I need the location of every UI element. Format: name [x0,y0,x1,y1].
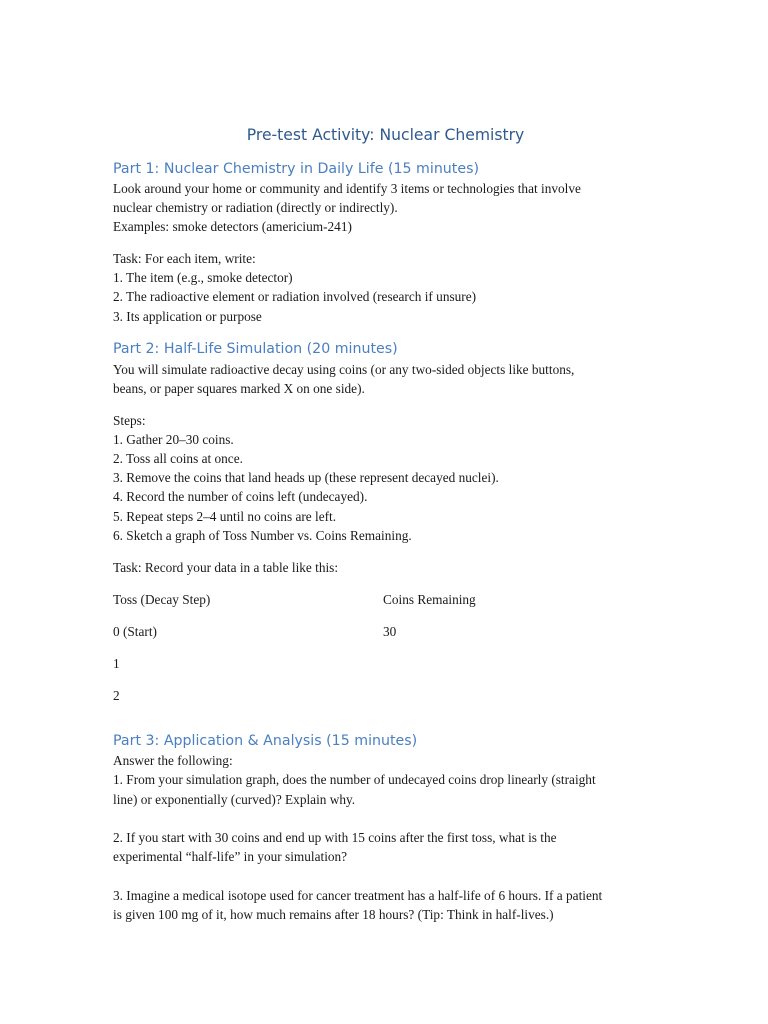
part3-q2-line-1: 2. If you start with 30 coins and end up with 15 coins after the first toss, what is the [113,830,557,845]
part1-intro-line-2: nuclear chemistry or radiation (directly or indirectly). [113,200,398,215]
part3-heading: Part 3: Application & Analysis (15 minutes) [113,733,418,749]
part2-step-2: 2. Toss all coins at once. [113,451,243,466]
part1-examples: Examples: smoke detectors (americium-241) [113,219,352,234]
part3-q1-line-1: 1. From your simulation graph, does the number of undecayed coins drop linearly (straight [113,772,596,787]
part2-intro-line-1: You will simulate radioactive decay using coins (or any two-sided objects like buttons, [113,362,575,377]
part1-task-item-2: 2. The radioactive element or radiation involved (research if unsure) [113,289,477,304]
part1-task-item-3: 3. Its application or purpose [113,309,262,324]
part2-table-task: Task: Record your data in a table like this: [113,560,339,575]
part2-step-4: 4. Record the number of coins left (undecayed). [113,489,368,504]
part1-heading: Part 1: Nuclear Chemistry in Daily Life (15 minutes) [113,161,480,177]
part3-q3-line-2: is given 100 mg of it, how much remains after 18 hours? (Tip: Think in half-lives.) [113,907,554,922]
part2-step-1: 1. Gather 20–30 coins. [113,432,234,447]
part2-heading: Part 2: Half-Life Simulation (20 minutes) [113,341,398,357]
part1-intro-line-1: Look around your home or community and identify 3 items or technologies that involve [113,181,581,196]
part2-step-6: 6. Sketch a graph of Toss Number vs. Coins Remaining. [113,528,412,543]
part3-intro: Answer the following: [113,753,233,768]
table-row-1-toss: 1 [113,656,120,671]
table-row-2-toss: 2 [113,688,120,703]
part2-steps-label: Steps: [113,413,146,428]
part3-q3-line-1: 3. Imagine a medical isotope used for cancer treatment has a half-life of 6 hours. If a patient [113,888,603,903]
part2-step-3: 3. Remove the coins that land heads up (these represent decayed nuclei). [113,470,499,485]
table-row-0-coins: 30 [383,624,397,639]
part3-q1-line-2: line) or exponentially (curved)? Explain why. [113,792,356,807]
part3-q2-line-2: experimental “half-life” in your simulation? [113,849,348,864]
table-header-toss: Toss (Decay Step) [113,592,211,607]
part2-step-5: 5. Repeat steps 2–4 until no coins are left. [113,509,337,524]
table-row-0-toss: 0 (Start) [113,624,157,639]
table-header-coins: Coins Remaining [383,592,476,607]
part1-task-label: Task: For each item, write: [113,251,256,266]
part2-intro-line-2: beans, or paper squares marked X on one side). [113,381,365,396]
part1-task-item-1: 1. The item (e.g., smoke detector) [113,270,293,285]
page-title: Pre-test Activity: Nuclear Chemistry [246,126,525,144]
